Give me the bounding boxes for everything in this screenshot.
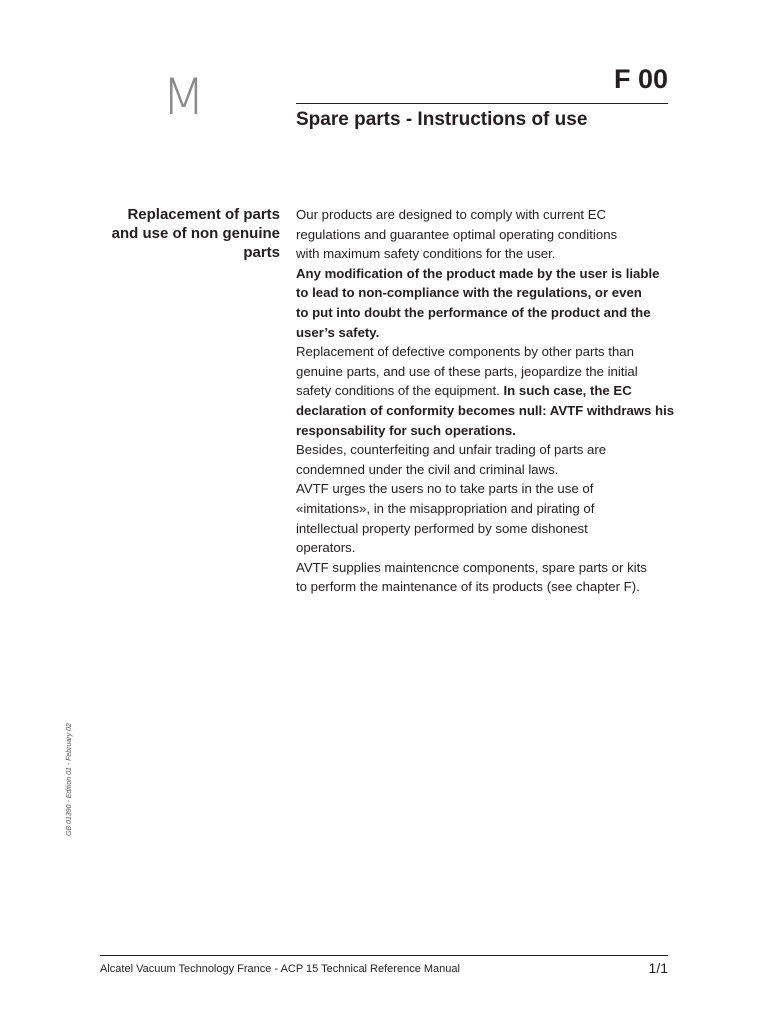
text-line: responsability for such operations. <box>296 422 516 438</box>
paragraph-intro <box>296 205 676 264</box>
text-line: genuine parts, and use of these parts, jeopardize the initial <box>296 363 638 379</box>
text-line: Besides, counterfeiting and unfair trading of parts are <box>296 442 607 458</box>
side-heading <box>80 205 280 262</box>
body-text <box>296 205 676 597</box>
page-title: Spare parts - Instructions of use <box>296 109 588 130</box>
text-line: to perform the maintenance of its products (see chapter F). <box>296 579 640 595</box>
footer-rule <box>100 955 668 956</box>
text-line: «imitations», in the misappropriation and pirating of <box>296 500 595 516</box>
text-fragment-bold: In such case, the EC <box>503 383 632 399</box>
footer-text: Alcatel Vacuum Technology France - ACP 15 Technical Reference Manual <box>100 963 460 975</box>
text-line: to put into doubt the performance of the product and the <box>296 304 651 320</box>
side-heading-line: Replacement of parts <box>127 206 280 223</box>
paragraph-supplies <box>296 558 676 597</box>
paragraph-counterfeit <box>296 440 676 479</box>
text-line: operators. <box>296 540 356 556</box>
text-line <box>296 381 676 401</box>
text-fragment: safety conditions of the equipment. <box>296 383 500 399</box>
paragraph-replacement <box>296 342 676 440</box>
text-line: to lead to non-compliance with the regulations, or even <box>296 285 642 301</box>
side-heading-line: parts <box>243 244 280 261</box>
text-line: user’s safety. <box>296 324 380 340</box>
text-line: regulations and guarantee optimal operating conditions <box>296 226 618 242</box>
text-line: declaration of conformity becomes null: AVTF withdraws his <box>296 402 675 418</box>
text-line: intellectual property performed by some dishonest <box>296 520 588 536</box>
text-line: AVTF urges the users no to take parts in the use of <box>296 481 594 497</box>
text-line: Our products are designed to comply with current EC <box>296 207 607 222</box>
text-line: condemned under the civil and criminal laws. <box>296 461 559 477</box>
text-line: Replacement of defective components by other parts than <box>296 344 634 360</box>
edition-note: GB 01390 - Edition 01 - February 02 <box>66 723 73 836</box>
paragraph-imitations <box>296 479 676 557</box>
paragraph-warning <box>296 264 676 342</box>
header-rule <box>296 103 668 104</box>
side-heading-line: and use of non genuine <box>111 225 280 242</box>
text-line: with maximum safety conditions for the user. <box>296 246 556 262</box>
text-line: Any modification of the product made by the user is liable <box>296 265 660 281</box>
chapter-code: F 00 <box>613 64 668 94</box>
text-line: AVTF supplies maintencnce components, spare parts or kits <box>296 559 647 575</box>
page-number: 1/1 <box>648 960 668 976</box>
section-letter: M <box>162 68 206 126</box>
